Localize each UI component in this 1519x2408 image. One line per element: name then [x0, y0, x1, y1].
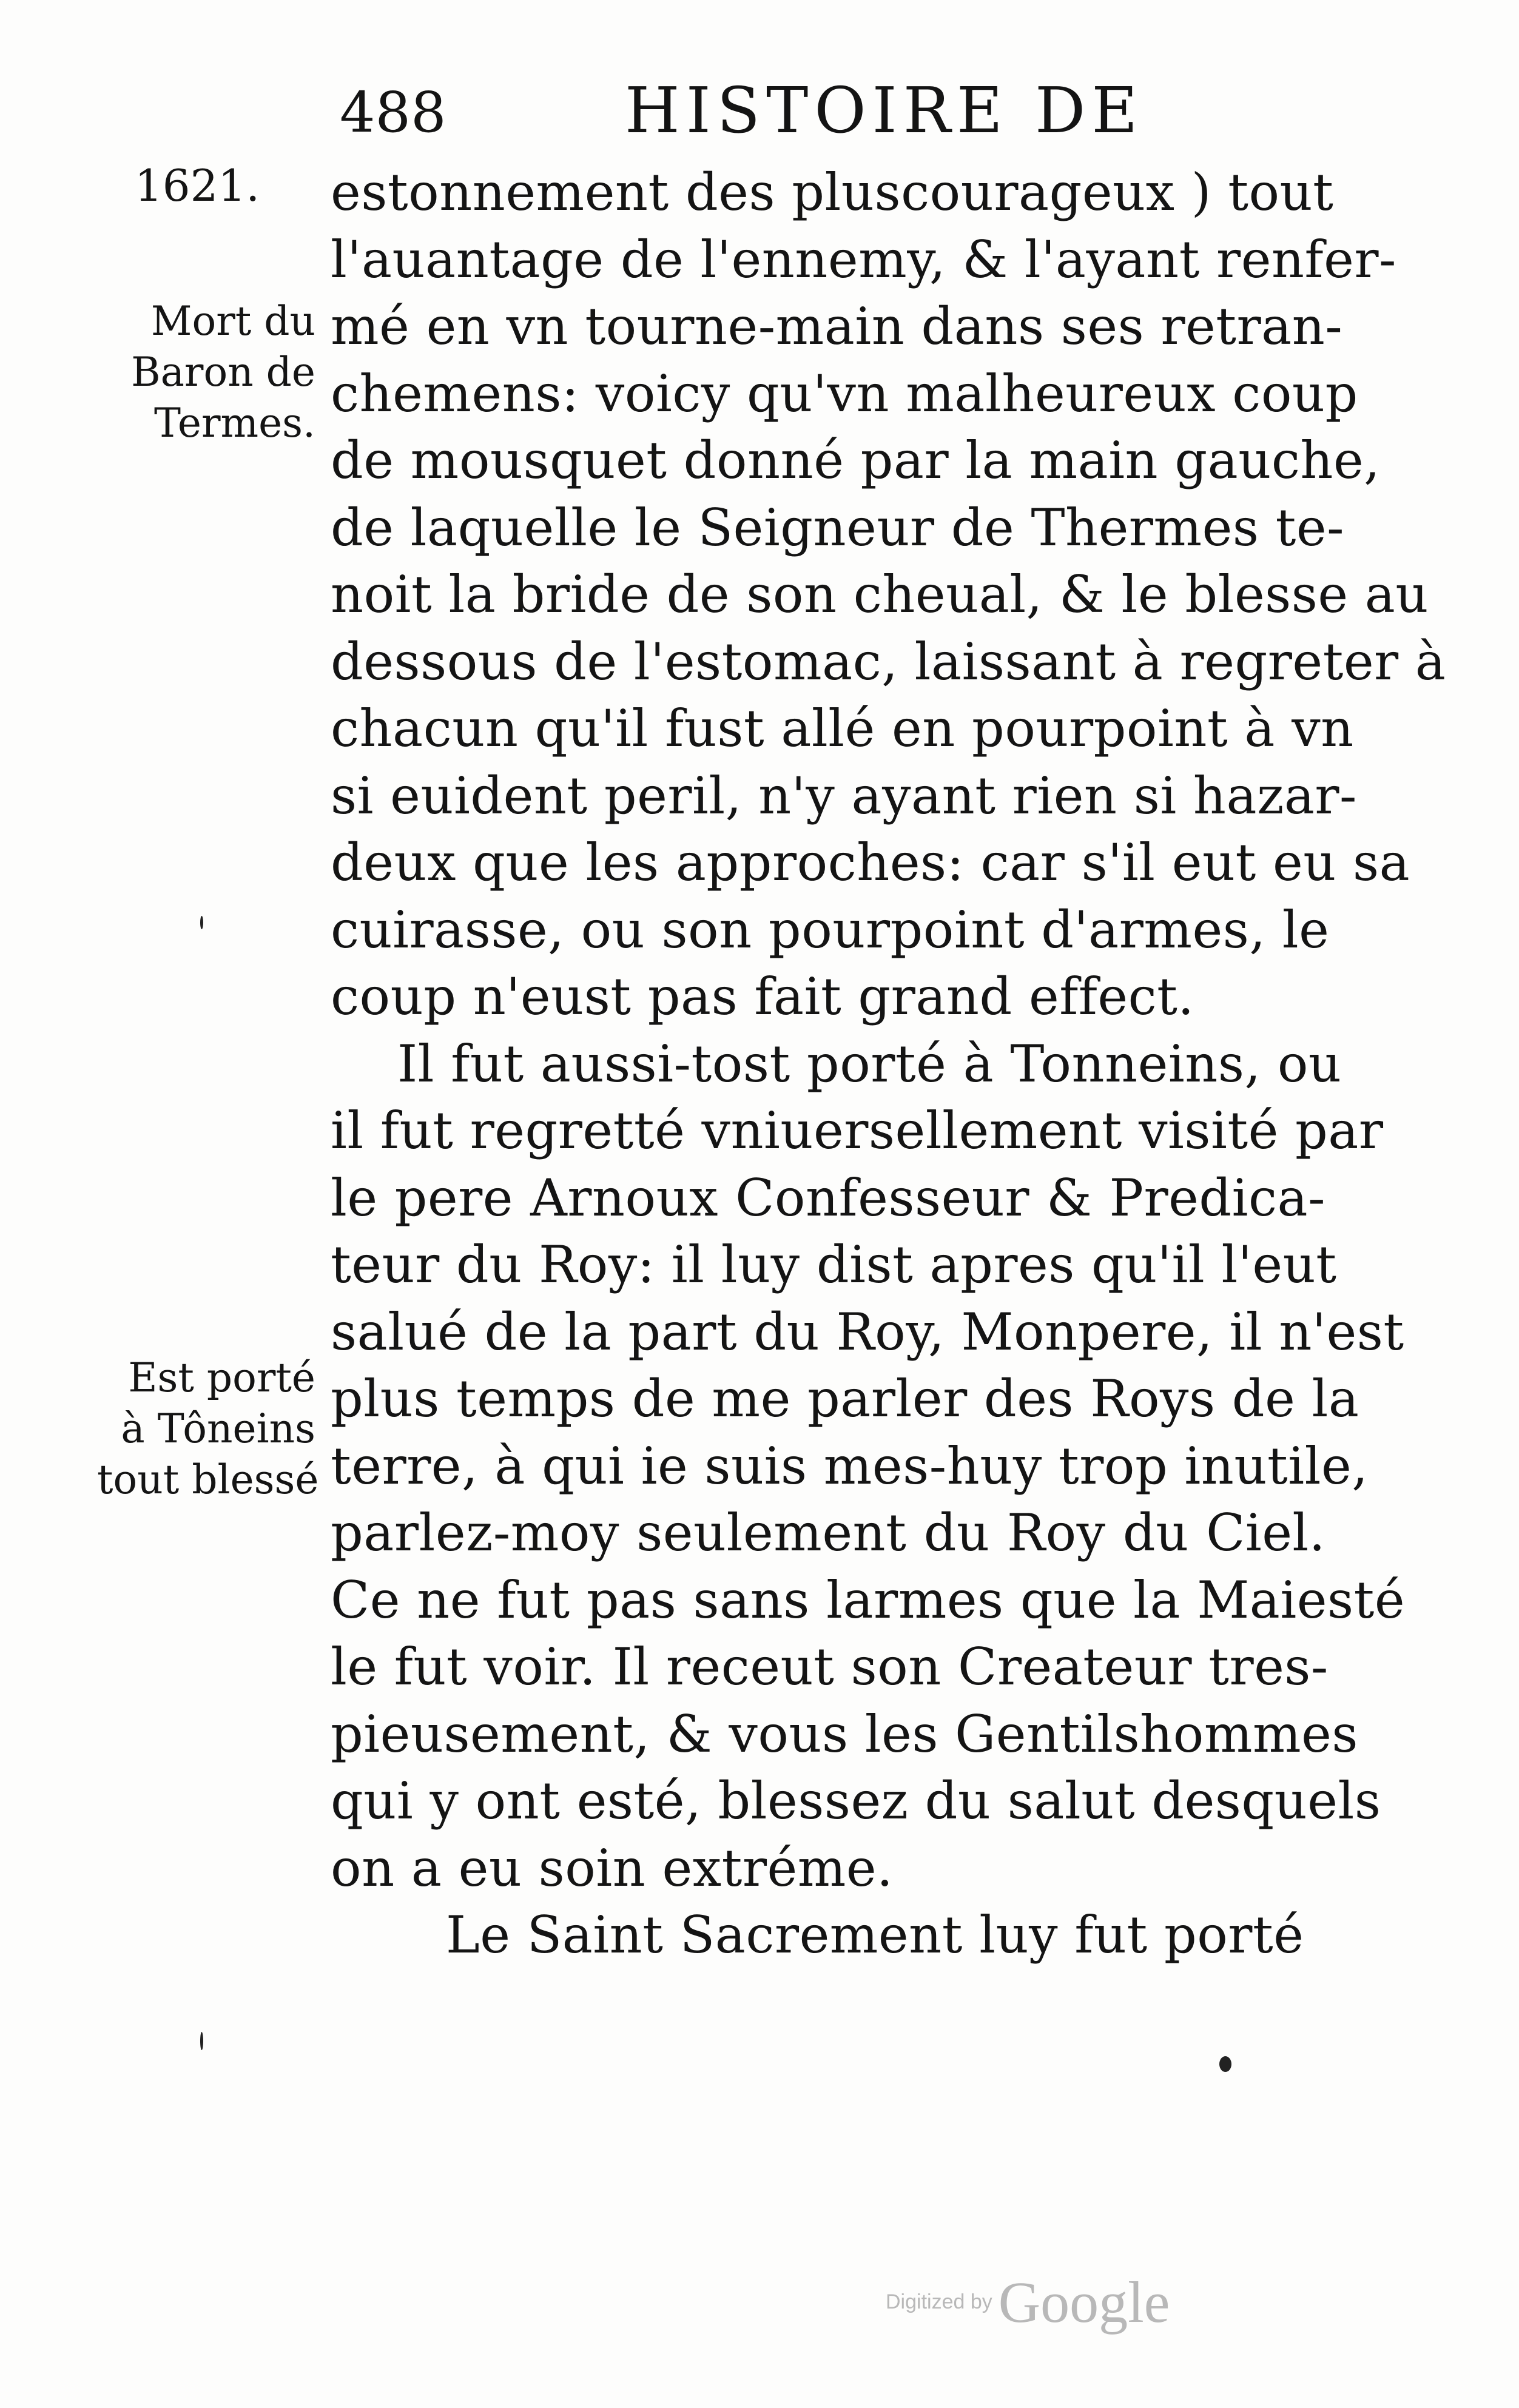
margin-note-line: Baron de: [131, 349, 315, 395]
text-line: estonnement des pluscourageux ) tout: [331, 163, 1334, 222]
text-line: pieusement, & vous les Gentilshommes: [331, 1704, 1358, 1764]
text-line: coup n'eust pas fait grand effect.: [331, 967, 1194, 1026]
ink-speck: [200, 2032, 203, 2050]
text-line: chacun qu'il fust allé en pourpoint à vn: [331, 699, 1354, 758]
paragraph-start-line: Le Saint Sacrement luy fut porté: [446, 1905, 1304, 1965]
text-line: chemens: voicy qu'vn malheureux coup: [331, 363, 1358, 423]
ink-speck: [1219, 2056, 1231, 2072]
text-line: le pere Arnoux Confesseur & Predica-: [331, 1168, 1325, 1228]
text-line: mé en vn tourne-main dans ses retran-: [331, 297, 1343, 356]
text-line: Ce ne fut pas sans larmes que la Maiesté: [331, 1570, 1406, 1630]
text-line: deux que les approches: car s'il eut eu sa: [331, 833, 1410, 892]
text-line: de mousquet donné par la main gauche,: [331, 431, 1381, 490]
digitized-by-google-watermark: [886, 2268, 1170, 2336]
text-line: salué de la part du Roy, Monpere, il n'est: [331, 1302, 1404, 1362]
margin-note-line: à Tôneins: [121, 1405, 315, 1452]
text-line: on a eu soin extréme.: [331, 1838, 894, 1898]
text-line: le fut voir. Il receut son Createur tres-: [331, 1637, 1329, 1697]
text-line: dessous de l'estomac, laissant à regreter à: [331, 631, 1446, 691]
margin-note-line: Est porté: [128, 1354, 315, 1401]
text-line: plus temps de me parler des Roys de la: [331, 1369, 1359, 1428]
body-text: [331, 159, 1446, 1969]
text-line: parlez-moy seulement du Roy du Ciel.: [331, 1503, 1325, 1562]
margin-year: 1621.: [135, 160, 260, 211]
margin-note-line: tout blessé: [97, 1456, 319, 1503]
text-line: cuirasse, ou son pourpoint d'armes, le: [331, 900, 1330, 960]
page-number: 488: [340, 80, 446, 145]
text-line: l'auantage de l'ennemy, & l'ayant renfer-: [331, 229, 1396, 289]
margin-note-carried-to-toneins: [97, 1353, 319, 1505]
text-line: terre, à qui ie suis mes-huy trop inutile,: [331, 1436, 1369, 1496]
page-header: [340, 73, 1286, 164]
running-title: HISTOIRE DE: [625, 73, 1144, 147]
margin-note-line: Termes.: [154, 400, 315, 446]
paragraph-start-line: Il fut aussi-tost porté à Tonneins, ou: [397, 1034, 1342, 1094]
margin-note-death-of-baron: [97, 296, 315, 449]
text-line: il fut regretté vniuersellement visité par: [331, 1101, 1384, 1160]
text-line: noit la bride de son cheual, & le blesse au: [331, 565, 1429, 624]
watermark-small-text: Digitized by: [886, 2290, 992, 2313]
text-line: de laquelle le Seigneur de Thermes te-: [331, 497, 1344, 557]
text-line: teur du Roy: il luy dist apres qu'il l'eut: [331, 1235, 1337, 1294]
text-line: si euident peril, n'y ayant rien si hazar-: [331, 765, 1357, 826]
text-line: qui y ont esté, blessez du salut desquels: [331, 1771, 1381, 1831]
margin-note-line: Mort du: [150, 298, 315, 345]
ink-speck: [200, 916, 203, 929]
watermark-logo-text: Google: [998, 2270, 1170, 2335]
